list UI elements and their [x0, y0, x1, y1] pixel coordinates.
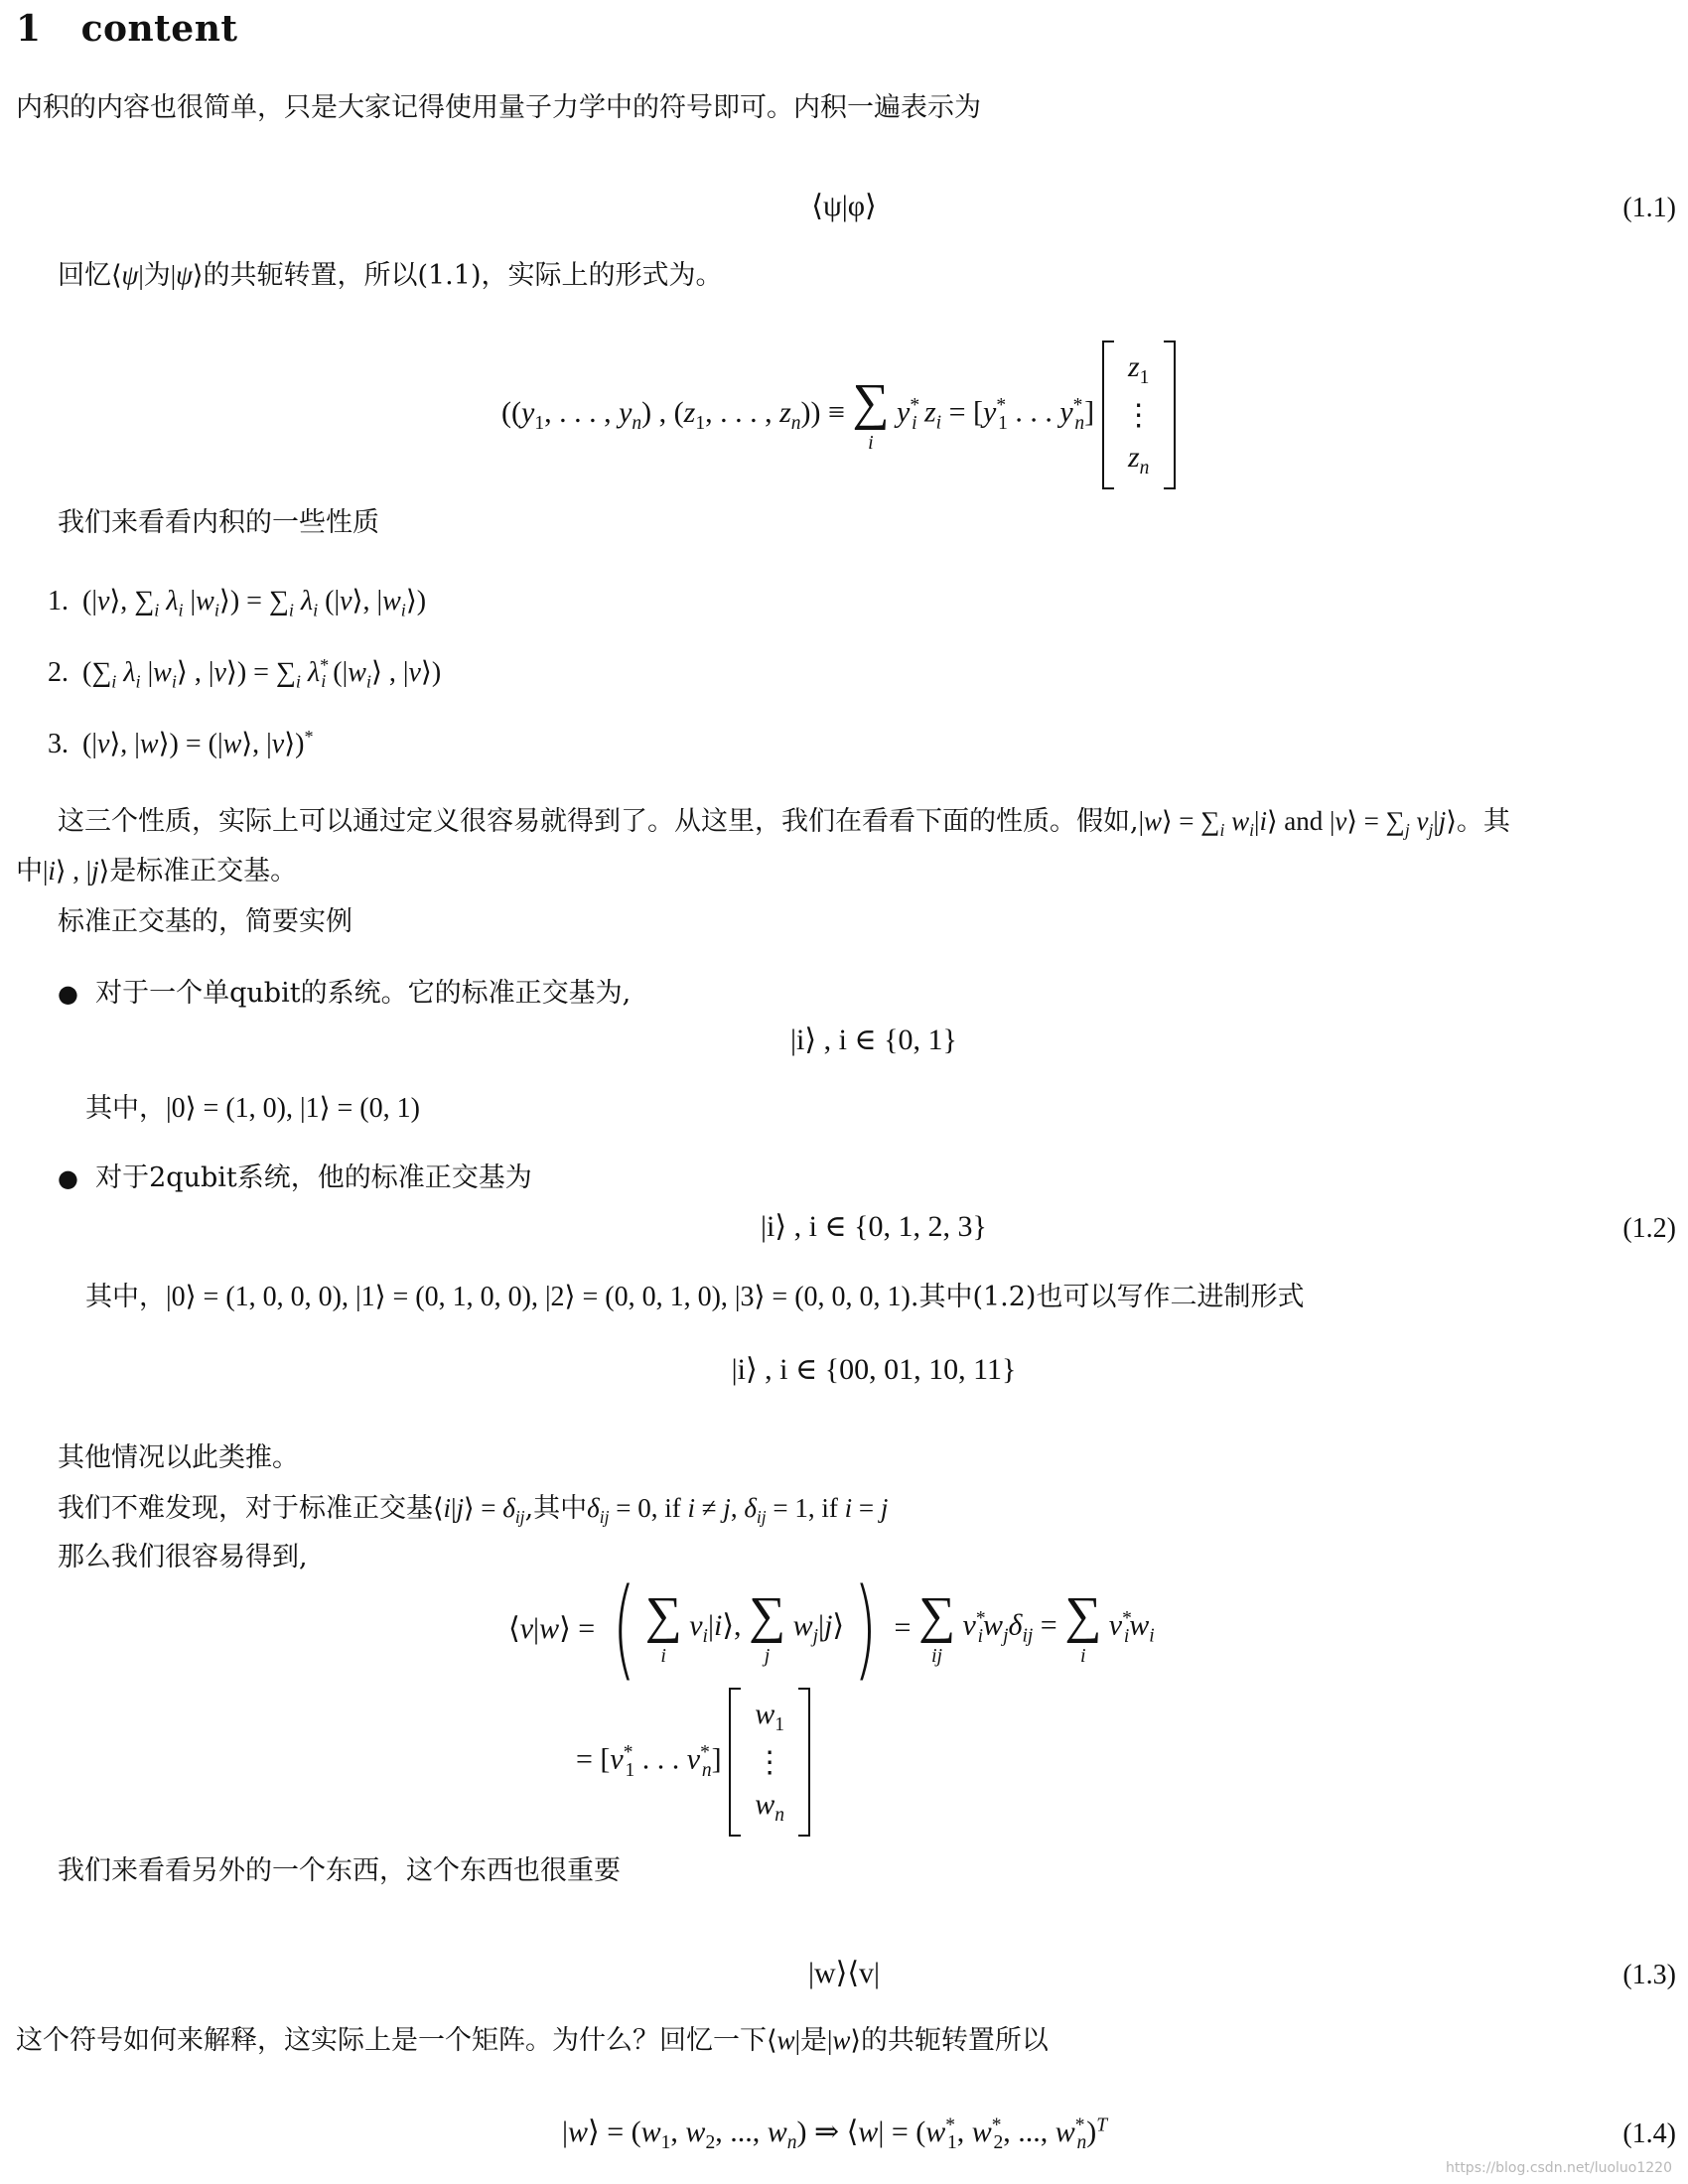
basis-examples-heading: 标准正交基的，简要实例 — [58, 906, 352, 937]
section-number: 1 — [16, 8, 42, 50]
properties-intro: 我们来看看内积的一些性质 — [58, 507, 379, 538]
easy-paragraph: 那么我们很容易得到, — [58, 1542, 308, 1572]
three-properties-line2: 中|i⟩ , |j⟩是标准正交基。 — [16, 856, 298, 887]
three-properties-line1: 这三个性质，实际上可以通过定义很容易就得到了。从这里，我们在看看下面的性质。假如,|w⟩ = $\sum_i$ $w_i|i⟩$ and |v⟩ = $\sum_j$ $v_j|j⟩$。其 — [58, 806, 1510, 841]
others-paragraph: 其他情况以此类推。 — [58, 1442, 299, 1473]
bullet-item-1 — [58, 975, 631, 1013]
inner-product-matrix-form: = [$v^*_1$ . . . $v^*_n$] $w_1$ ⋮ $w_n$ — [576, 1688, 810, 1837]
z-column-vector: $z_1$ ⋮ $z_n$ — [1102, 341, 1176, 489]
equation-single-qubit: |i⟩ , i ∈ {0, 1} — [790, 1024, 957, 1056]
bullet1-where-text: 其中， — [85, 1093, 166, 1124]
equation-1-4: |w⟩ = ($w_1$, $w_2$, ..., $w_n$) ⇒ ⟨w| = ($w^*_1$, $w^*_2$, ..., $w^*_n)^T$ — [562, 2115, 1108, 2153]
bullet-dot: ● — [58, 980, 78, 1008]
three-props-text-b: 。其 — [1456, 806, 1510, 837]
bullet-item-2 — [58, 1160, 532, 1197]
property-item-2: 2. ($\sum_i$ $\lambda_i$ $|w_i⟩$ , |v⟩) = $\sum_i$ $\lambda^*_i$ ($|w_i⟩$ , |v⟩) — [48, 655, 442, 692]
bullet2-where-text: 其中， — [85, 1282, 166, 1312]
bullet2-where — [85, 1279, 1304, 1316]
recall-text-a: 回忆 — [58, 260, 111, 291]
explain-paragraph: 这个符号如何来解释，这实际上是一个矩阵。为什么？回忆一下⟨w|是|w⟩的共轭转置所以 — [16, 2025, 1049, 2056]
list-number: 2. — [48, 657, 69, 688]
explain-text-a: 这个符号如何来解释，这实际上是一个矩阵。为什么？回忆一下 — [16, 2025, 767, 2056]
equation-number-1-2: (1.2) — [1622, 1213, 1676, 1244]
equation-binary: |i⟩ , i ∈ {00, 01, 10, 11} — [731, 1353, 1017, 1386]
section-title: content — [80, 8, 238, 50]
two-qubit-basis: |0⟩ = (1, 0, 0, 0), |1⟩ = (0, 1, 0, 0), |2⟩ = (0, 0, 1, 0), |3⟩ = (0, 0, 0, 1) — [166, 1282, 911, 1312]
three-props-text-a: 这三个性质，实际上可以通过定义很容易就得到了。从这里，我们在看看下面的性质。假如, — [58, 806, 1139, 837]
and-word: and — [1284, 806, 1324, 836]
explain-text-b: 是 — [799, 2025, 827, 2056]
find-text-b: ,其中 — [524, 1493, 588, 1524]
bullet2-text: 对于2qubit系统，他的标准正交基为 — [95, 1162, 532, 1193]
watermark-url: https://blog.csdn.net/luoluo1220 — [1445, 2160, 1672, 2176]
equation-number-1-4: (1.4) — [1622, 2118, 1676, 2149]
bullet-dot: ● — [58, 1164, 78, 1192]
equation-1-2: |i⟩ , i ∈ {0, 1, 2, 3} — [761, 1210, 987, 1243]
inner-product-derivation: ⟨v|w⟩ = ( ∑ i $v_i|i⟩$, ∑ j $w_j|j⟩$ ) = ∑ ij $v^*_iw_j\delta_{ij}$ = ∑ i $v^*_iw_i$ — [508, 1565, 1155, 1692]
bullet2-tail-text: .其中(1.2)也可以写作二进制形式 — [910, 1282, 1305, 1312]
explain-text-c: 的共轭转置所以 — [860, 2025, 1049, 2056]
another-paragraph: 我们来看看另外的一个东西，这个东西也很重要 — [58, 1855, 621, 1886]
inner-product-expansion: (($y_1$, . . . , $y_n$) , ($z_1$, . . . , $z_n$)) ≡ ∑ i $y^*_i$ $z_i = [y^*_1$ . . . $y^*_n$] $z_1$ ⋮ $z_n$ — [501, 336, 1176, 494]
property-item-3: 3. (|v⟩, |w⟩) = (|w⟩, |v⟩)* — [48, 727, 314, 759]
equation-number-1-3: (1.3) — [1622, 1960, 1676, 1990]
bullet1-where — [85, 1090, 420, 1128]
intro-paragraph: 内积的内容也很简单，只是大家记得使用量子力学中的符号即可。内积一遍表示为 — [16, 92, 981, 123]
list-number: 1. — [48, 586, 69, 616]
single-qubit-basis: |0⟩ = (1, 0), |1⟩ = (0, 1) — [166, 1093, 420, 1124]
recall-text-c: 的共轭转置，所以(1.1)，实际上的形式为。 — [203, 260, 723, 291]
equation-1-3: |w⟩⟨v| — [807, 1957, 881, 1989]
find-text-a: 我们不难发现，对于标准正交基 — [58, 1493, 433, 1524]
equation-1-1: ⟨ψ|φ⟩ — [811, 190, 877, 222]
section-heading — [16, 8, 238, 50]
recall-paragraph: 回忆⟨ψ|为|ψ⟩的共轭转置，所以(1.1)，实际上的形式为。 — [58, 260, 723, 291]
equation-number-1-1: (1.1) — [1622, 193, 1676, 223]
list-number: 3. — [48, 729, 69, 759]
property-item-1: 1. (|v⟩, $\sum_i$ $\lambda_i$ $|w_i⟩) = \sum_i$ $\lambda_i$ (|v⟩, $|w_i⟩$) — [48, 586, 427, 620]
three-props-text-c1: 中 — [16, 856, 43, 887]
three-props-text-c2: 是标准正交基。 — [109, 856, 298, 887]
bullet1-text: 对于一个单qubit的系统。它的标准正交基为, — [95, 978, 632, 1009]
w-column-vector: $w_1$ ⋮ $w_n$ — [729, 1688, 810, 1837]
recall-text-b: 为 — [143, 260, 171, 291]
orthonormal-property: 我们不难发现，对于标准正交基⟨i|j⟩ = $\delta_{ij}$,其中$\delta_{ij} = 0$, if i ≠ j, $\delta_{ij} = 1$, if i = j — [58, 1493, 889, 1528]
